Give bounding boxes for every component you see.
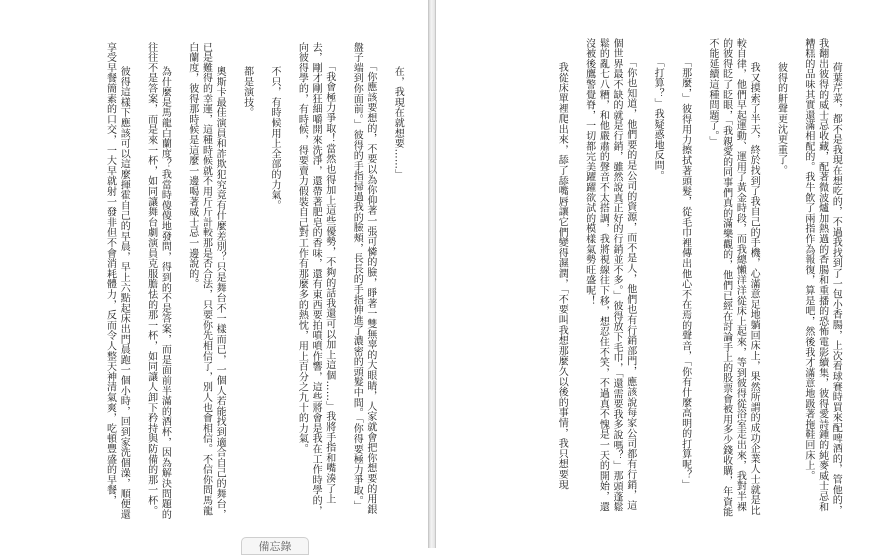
paragraph: 彼得這樣下應該可以這麼揮霍自己的早晨，早上六點起床出門晨跑一個小時，回到家洗個澡，順便還享受早餐簡素的口交，一大早就射一發非但不會消耗體力，反而令人整天神清氣爽，吃頓豐盛的早餐， <box>104 42 130 520</box>
right-page <box>436 0 886 548</box>
left-page <box>0 0 428 548</box>
memo-tab[interactable]: 備忘錄 <box>241 537 309 555</box>
paragraph: 「我會極力爭取！當然也得加上這些優勢，不夠的話我還可以加上這個……」我將手指和嘴湊了上去，剛才剛狂細嚼開來洗淨，還帶著肥皂的香味，還有東西要拍噴噴作響，這些將會是我在工作時學的，向彼得學的，有時候，得要賣力假裝自己對工作有那麼多的熱忱，用上百分之九十的力氣。 <box>296 42 335 516</box>
paragraph: 「你也知道，他們要的是公司的資源，而不是人，他們也有行銷部門，應該說每家公司都有行銷，這個世界最不缺的就是行銷，雖然說真正好的行銷並不多。」彼得放下毛巾，「還需要我多說嗎？」那頭蓬鬆鬆的亂七八糟，和他嚴肅的聲音不太搭調，我將視線往下移，想忍住不笑，不過真不愧是一天的開始，還沒被後鷹警覺脊，一切都完美躍躍欲試的模樣氣勢旺盛呢！ <box>583 38 636 513</box>
paragraph: 不只，有時候用上全部的力氣。 <box>268 66 280 211</box>
book-gutter <box>428 0 436 548</box>
left-page-text <box>6 42 418 520</box>
paragraph: 在，我現在就想要……」 <box>392 66 404 180</box>
paragraph: 我又摸索了半天，終於找到了我自己的手機，心滿意足地躺回床上，果然所謂的成功企業人士就是比較自律，他們早起運動、運用了黃金時段，而我總懶洋洋從床上起來，等到彼得從浴室走出來，我對半裸的彼得眨了眨眼，「我親愛的同事們真的滿樂觀的，他們已經在討論手上的股票會被用多少錢收購，年資能不能延續這種問題了。」 <box>706 38 760 518</box>
right-page-text <box>446 38 856 520</box>
paragraph: 「那麼，」彼得用力擦拭著頭髮，從毛巾裡傳出他心不在焉的聲音，「你有什麼高明的打算呢？」 <box>679 62 691 491</box>
paragraph: 彼得的鼾聲更沈更重了。 <box>775 62 787 176</box>
paragraph: 為什麼是馬龍白蘭度？我當時傻傻地發問，得到的不是答案，而是面前半滿的酒杯，因為解決問題的往往不是答案，而是來一杯，如同讓舞台劇演員克服膽怯的那一杯，如同讓人卸下矜持與防備的那一杯。 <box>145 42 171 520</box>
paragraph: 我從床單裡爬出來，舔了舔嘴唇讓它們變得濕潤，「不要叫我想那麼久以後的事情，我只想要現 <box>556 51 568 490</box>
paragraph: 荷葉芹菜，都不是我現在想吃的，不過我找到了一包小香腸，上次看球賽時買來配啤酒的，管他的，我翻出彼得的威士忌收藏，配著微波爐加熱過的香腸和重播的恐怖電影續集，彼得愛詩鍾的純麥威士忌和糟糕的品味其實還滿相配的。我牛飲了兩指作為報復，算是吧，然後我才滿意地趿著拖鞋回床上。 <box>802 38 842 516</box>
paragraph: 奧斯卡最佳演員和詐欺犯究竟有什麼差別？只是舞台不一樣而已，一個人若能找到適合自己的舞台，已是難得的幸運，這種時候就不用斤斤計較那是否合法，只要你先相信了，別人也會相信。不信你問馬龍白蘭度，彼得那時候是這麼一邊喝著威士忌一邊說的。 <box>186 42 226 520</box>
paragraph: 「你應該要想的，不要以為你仰著一張可憐的臉，睜著一雙無辜的大眼睛，人家就會把你想要的用銀盤子端到你面前。」彼得的手指掃過我的臉頰，長長的手指伸進了濃密的頭髮中間。「你得要極力爭取。」 <box>351 42 376 515</box>
paragraph: 都是演技。 <box>241 66 253 118</box>
paragraph: 「打算？」我疑惑地反問。 <box>652 62 664 181</box>
